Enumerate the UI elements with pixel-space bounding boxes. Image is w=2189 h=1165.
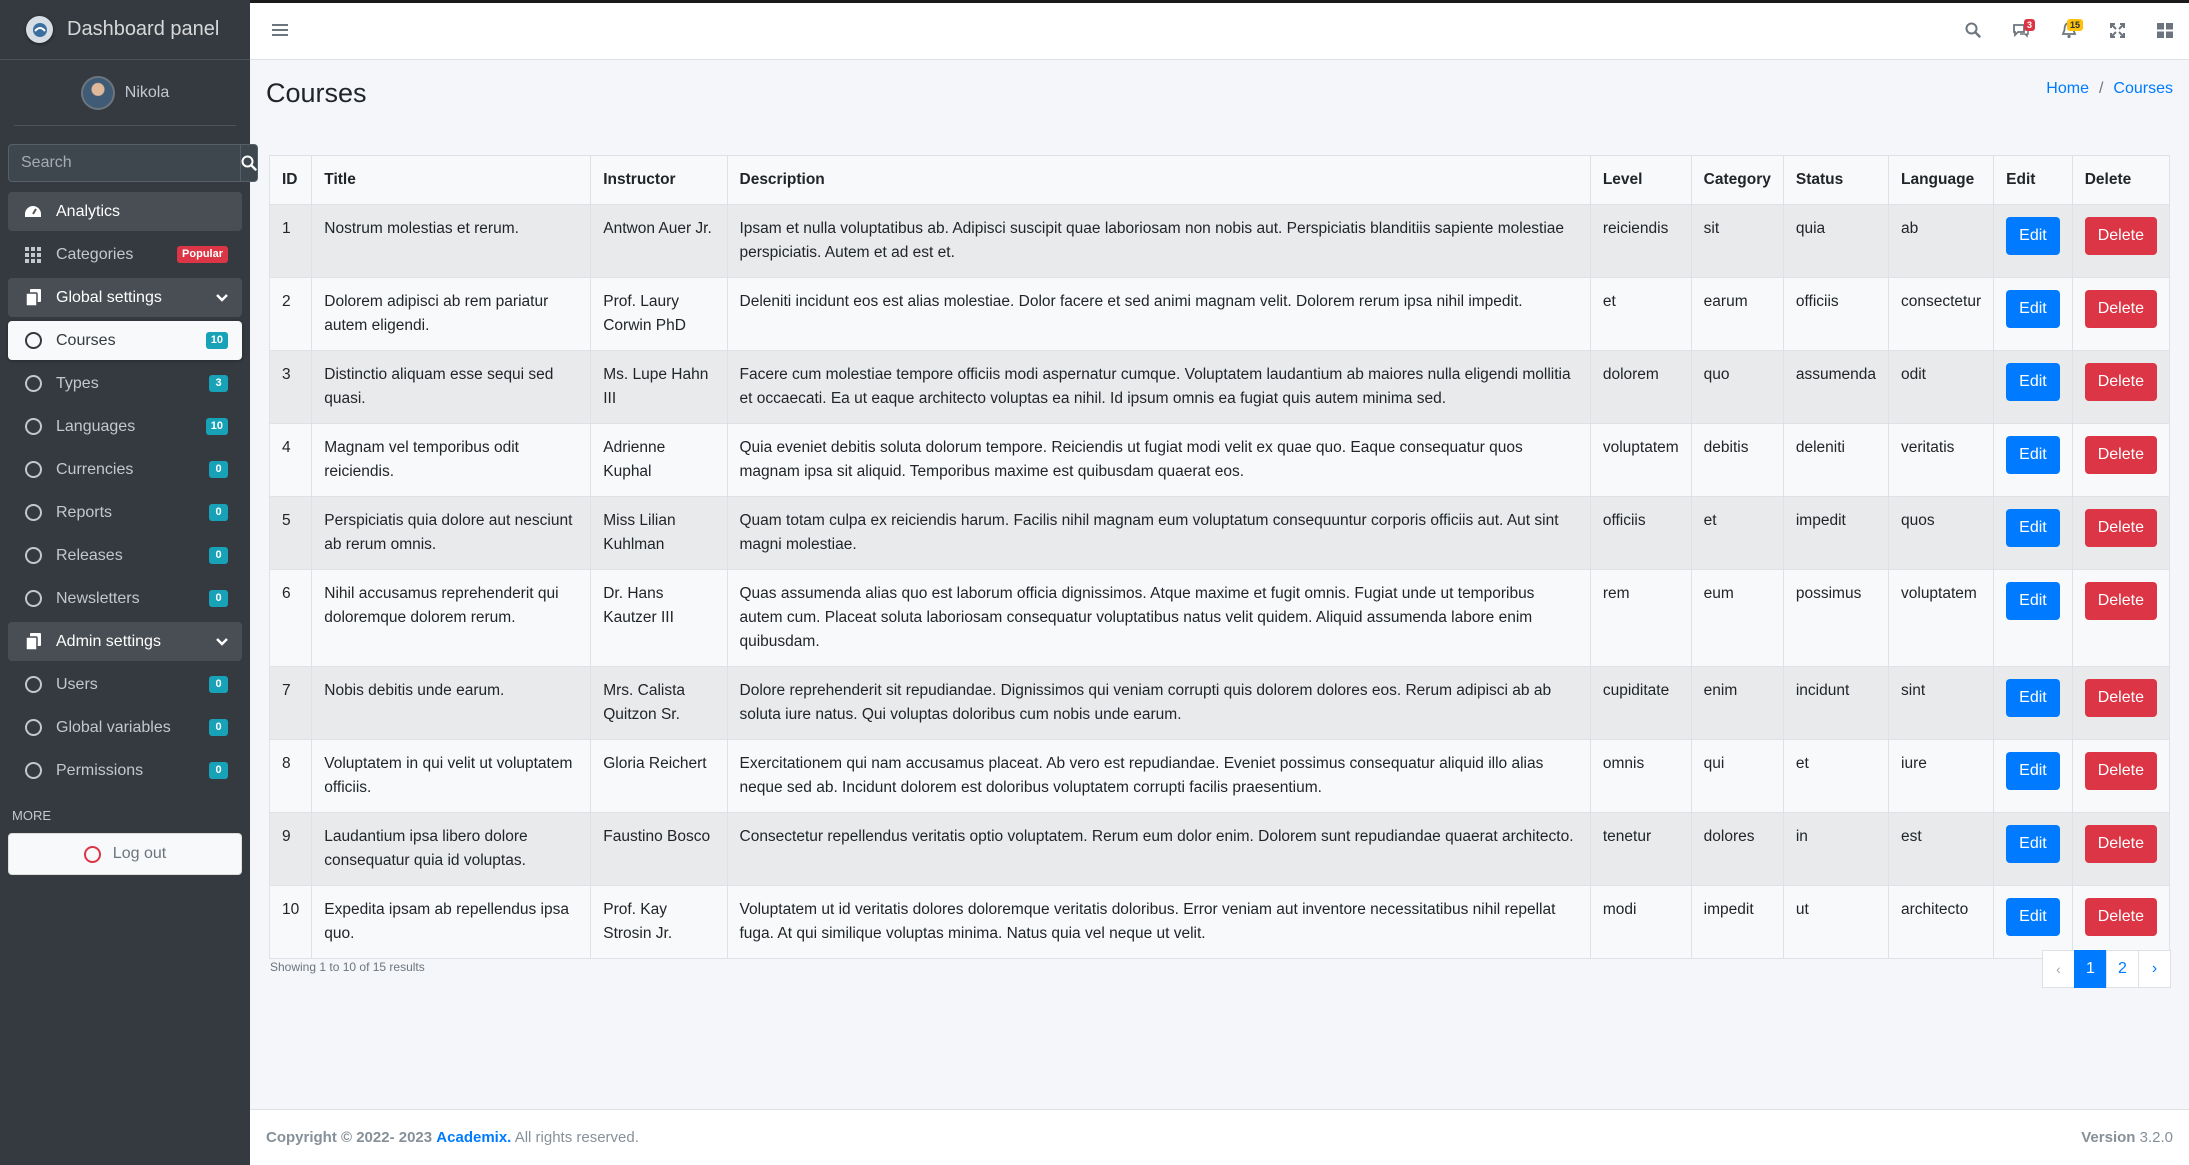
column-header: Category bbox=[1691, 156, 1783, 205]
delete-button[interactable]: Delete bbox=[2085, 363, 2157, 401]
column-header: Delete bbox=[2072, 156, 2169, 205]
sidebar-item-label: Newsletters bbox=[56, 589, 140, 607]
cell-level: officiis bbox=[1590, 497, 1691, 570]
column-header: Description bbox=[727, 156, 1590, 205]
navbar-actions bbox=[1949, 0, 2189, 60]
cell-status: deleniti bbox=[1783, 424, 1888, 497]
table-row bbox=[270, 813, 2170, 886]
top-navbar bbox=[250, 0, 2189, 60]
cell-title: Perspiciatis quia dolore aut nesciunt ab rerum omnis. bbox=[312, 497, 591, 570]
cell-title: Voluptatem in qui velit ut voluptatem officiis. bbox=[312, 740, 591, 813]
sidebar-item-label: Releases bbox=[56, 546, 123, 564]
copy-icon bbox=[22, 289, 44, 306]
logout-button[interactable] bbox=[8, 833, 242, 875]
table-row bbox=[270, 886, 2170, 959]
cell-language: est bbox=[1889, 813, 1994, 886]
cell-status: incidunt bbox=[1783, 667, 1888, 740]
cell-description: Consectetur repellendus veritatis optio voluptatem. Rerum eum dolor enim. Dolorem sunt repudiandae quaerat architecto. bbox=[727, 813, 1590, 886]
cell-level: voluptatem bbox=[1590, 424, 1691, 497]
circle-icon bbox=[25, 547, 42, 564]
cell-category: sit bbox=[1691, 205, 1783, 278]
edit-button[interactable]: Edit bbox=[2006, 679, 2060, 717]
edit-button[interactable]: Edit bbox=[2006, 825, 2060, 863]
pagination-page[interactable]: 1 bbox=[2074, 950, 2107, 988]
sidebar-item-label: Permissions bbox=[56, 761, 144, 779]
delete-button[interactable]: Delete bbox=[2085, 217, 2157, 255]
nav-header-more: MORE bbox=[12, 808, 51, 823]
table-row bbox=[270, 351, 2170, 424]
sidebar-item-reports[interactable] bbox=[8, 493, 242, 532]
cell-level: modi bbox=[1590, 886, 1691, 959]
cell-title: Expedita ipsam ab repellendus ipsa quo. bbox=[312, 886, 591, 959]
cell-description: Deleniti incidunt eos est alias molestiae. Dolor facere et sed animi magnam velit. Dolorem rerum ipsa nihil impedit. bbox=[727, 278, 1590, 351]
messages-count-badge: 3 bbox=[2024, 19, 2035, 31]
sidebar-item-global-settings[interactable] bbox=[8, 278, 242, 317]
cell-level: cupiditate bbox=[1590, 667, 1691, 740]
column-header: Instructor bbox=[591, 156, 727, 205]
cell-category: et bbox=[1691, 497, 1783, 570]
cell-category: qui bbox=[1691, 740, 1783, 813]
cell-title: Nihil accusamus reprehenderit qui doloremque dolorem rerum. bbox=[312, 570, 591, 667]
cell-status: in bbox=[1783, 813, 1888, 886]
page-title: Courses bbox=[266, 78, 367, 108]
table-row bbox=[270, 497, 2170, 570]
cell-instructor: Gloria Reichert bbox=[591, 740, 727, 813]
sidebar-item-label: Languages bbox=[56, 417, 136, 435]
cell-id: 1 bbox=[270, 205, 312, 278]
edit-button[interactable]: Edit bbox=[2006, 509, 2060, 547]
cell-delete bbox=[2072, 278, 2169, 351]
cell-language: odit bbox=[1889, 351, 1994, 424]
cell-status: et bbox=[1783, 740, 1888, 813]
cell-language: sint bbox=[1889, 667, 1994, 740]
sidebar-item-label: Admin settings bbox=[56, 632, 161, 650]
breadcrumb-separator: / bbox=[2098, 80, 2104, 97]
delete-button[interactable]: Delete bbox=[2085, 825, 2157, 863]
cell-edit bbox=[1994, 497, 2073, 570]
cell-instructor: Adrienne Kuphal bbox=[591, 424, 727, 497]
count-badge: 0 bbox=[209, 676, 228, 693]
menu-toggle-icon[interactable] bbox=[272, 24, 288, 36]
cell-status: assumenda bbox=[1783, 351, 1888, 424]
cell-id: 5 bbox=[270, 497, 312, 570]
edit-button[interactable]: Edit bbox=[2006, 752, 2060, 790]
pagination-prev[interactable]: ‹ bbox=[2042, 950, 2075, 988]
cell-edit bbox=[1994, 740, 2073, 813]
cell-edit bbox=[1994, 278, 2073, 351]
count-badge: 0 bbox=[209, 504, 228, 521]
cell-edit bbox=[1994, 667, 2073, 740]
cell-instructor: Faustino Bosco bbox=[591, 813, 727, 886]
table-row bbox=[270, 278, 2170, 351]
sidebar-item-currencies[interactable] bbox=[8, 450, 242, 489]
cell-instructor: Ms. Lupe Hahn III bbox=[591, 351, 727, 424]
delete-button[interactable]: Delete bbox=[2085, 290, 2157, 328]
cell-delete bbox=[2072, 205, 2169, 278]
rights-text: All rights reserved. bbox=[514, 1129, 639, 1146]
edit-button[interactable]: Edit bbox=[2006, 217, 2060, 255]
edit-button[interactable]: Edit bbox=[2006, 363, 2060, 401]
brand[interactable] bbox=[0, 0, 250, 60]
sidebar-item-analytics[interactable] bbox=[8, 192, 242, 231]
cell-level: rem bbox=[1590, 570, 1691, 667]
circle-icon bbox=[25, 504, 42, 521]
cell-edit bbox=[1994, 570, 2073, 667]
logout-label: Log out bbox=[112, 845, 167, 862]
sidebar-search-input[interactable] bbox=[8, 144, 240, 182]
cell-level: reiciendis bbox=[1590, 205, 1691, 278]
courses-table bbox=[269, 155, 2170, 959]
cell-instructor: Miss Lilian Kuhlman bbox=[591, 497, 727, 570]
count-badge: 0 bbox=[209, 590, 228, 607]
circle-icon bbox=[25, 332, 42, 349]
cell-id: 8 bbox=[270, 740, 312, 813]
delete-button[interactable]: Delete bbox=[2085, 582, 2157, 620]
cell-delete bbox=[2072, 570, 2169, 667]
circle-icon bbox=[25, 375, 42, 392]
sidebar-item-types[interactable] bbox=[8, 364, 242, 403]
footer-brand-link[interactable]: Academix. bbox=[436, 1129, 512, 1146]
footer bbox=[250, 1109, 2189, 1165]
sidebar-search bbox=[8, 144, 242, 182]
sidebar-item-label: Reports bbox=[56, 503, 113, 521]
column-header: Status bbox=[1783, 156, 1888, 205]
table-row bbox=[270, 740, 2170, 813]
column-header: Level bbox=[1590, 156, 1691, 205]
column-header: Language bbox=[1889, 156, 1994, 205]
delete-button[interactable]: Delete bbox=[2085, 509, 2157, 547]
cell-edit bbox=[1994, 886, 2073, 959]
cell-id: 4 bbox=[270, 424, 312, 497]
content-wrapper bbox=[250, 60, 2189, 1109]
cell-category: debitis bbox=[1691, 424, 1783, 497]
cell-id: 7 bbox=[270, 667, 312, 740]
th-large-icon bbox=[2157, 23, 2173, 38]
cell-level: dolorem bbox=[1590, 351, 1691, 424]
cell-delete bbox=[2072, 351, 2169, 424]
cell-description: Quam totam culpa ex reiciendis harum. Facilis nihil magnam eum voluptatum consequuntur corporis officiis aut. Aut sint magni molestiae. bbox=[727, 497, 1590, 570]
notifications-button[interactable] bbox=[2045, 0, 2093, 60]
sidebar-item-users[interactable] bbox=[8, 665, 242, 704]
courses-table-container bbox=[269, 155, 2170, 959]
column-header: Edit bbox=[1994, 156, 2073, 205]
cell-category: quo bbox=[1691, 351, 1783, 424]
cell-language: veritatis bbox=[1889, 424, 1994, 497]
edit-button[interactable]: Edit bbox=[2006, 582, 2060, 620]
pagination-summary: Showing 1 to 10 of 15 results bbox=[270, 960, 425, 974]
circle-icon bbox=[25, 590, 42, 607]
cell-delete bbox=[2072, 424, 2169, 497]
user-name[interactable]: Nikola bbox=[124, 83, 170, 101]
count-badge: 0 bbox=[209, 719, 228, 736]
version-label: Version bbox=[2081, 1129, 2136, 1146]
table-row bbox=[270, 667, 2170, 740]
avatar bbox=[81, 76, 115, 110]
sidebar-item-label: Categories bbox=[56, 245, 134, 263]
cell-status: quia bbox=[1783, 205, 1888, 278]
cell-instructor: Prof. Kay Strosin Jr. bbox=[591, 886, 727, 959]
sidebar-item-global-variables[interactable] bbox=[8, 708, 242, 747]
search-icon bbox=[1965, 22, 1981, 38]
cell-language: consectetur bbox=[1889, 278, 1994, 351]
pagination-next[interactable]: › bbox=[2138, 950, 2171, 988]
count-badge: 0 bbox=[209, 461, 228, 478]
cell-delete bbox=[2072, 886, 2169, 959]
table-row bbox=[270, 205, 2170, 278]
delete-button[interactable]: Delete bbox=[2085, 679, 2157, 717]
cell-title: Nostrum molestias et rerum. bbox=[312, 205, 591, 278]
cell-category: impedit bbox=[1691, 886, 1783, 959]
pagination-page[interactable]: 2 bbox=[2106, 950, 2139, 988]
count-badge: 10 bbox=[206, 418, 228, 435]
circle-icon bbox=[25, 418, 42, 435]
sidebar-item-newsletters[interactable] bbox=[8, 579, 242, 618]
sidebar-item-label: Analytics bbox=[56, 202, 121, 220]
navbar-search-button[interactable] bbox=[1949, 0, 1997, 60]
tachometer-icon bbox=[22, 204, 44, 220]
cell-level: tenetur bbox=[1590, 813, 1691, 886]
cell-language: architecto bbox=[1889, 886, 1994, 959]
cell-category: earum bbox=[1691, 278, 1783, 351]
sidebar-item-languages[interactable] bbox=[8, 407, 242, 446]
control-sidebar-button[interactable] bbox=[2141, 0, 2189, 60]
cell-delete bbox=[2072, 667, 2169, 740]
sidebar-item-label: Currencies bbox=[56, 460, 134, 478]
footer-copyright bbox=[266, 1129, 639, 1146]
cell-id: 9 bbox=[270, 813, 312, 886]
brand-title: Dashboard panel bbox=[67, 18, 220, 40]
cell-edit bbox=[1994, 205, 2073, 278]
sidebar-item-permissions[interactable] bbox=[8, 751, 242, 790]
messages-button[interactable] bbox=[1997, 0, 2045, 60]
breadcrumb-current[interactable]: Courses bbox=[2113, 80, 2173, 97]
popular-badge: Popular bbox=[177, 246, 228, 263]
expand-icon bbox=[2110, 23, 2125, 38]
table-row bbox=[270, 424, 2170, 497]
cell-delete bbox=[2072, 497, 2169, 570]
cell-description: Ipsam et nulla voluptatibus ab. Adipisci suscipit quae laboriosam non nobis aut. Perspiciatis blanditiis sapiente molestiae perspiciatis. Autem et ad est et. bbox=[727, 205, 1590, 278]
cell-language: quos bbox=[1889, 497, 1994, 570]
cell-title: Nobis debitis unde earum. bbox=[312, 667, 591, 740]
cell-title: Magnam vel temporibus odit reiciendis. bbox=[312, 424, 591, 497]
sidebar-item-courses[interactable] bbox=[8, 321, 242, 360]
power-icon bbox=[84, 846, 101, 863]
grid-icon bbox=[22, 247, 44, 263]
cell-title: Dolorem adipisci ab rem pariatur autem eligendi. bbox=[312, 278, 591, 351]
chevron-down-icon bbox=[216, 638, 228, 646]
cell-id: 3 bbox=[270, 351, 312, 424]
cell-instructor: Antwon Auer Jr. bbox=[591, 205, 727, 278]
pagination bbox=[2043, 950, 2171, 988]
cell-description: Dolore reprehenderit sit repudiandae. Dignissimos qui veniam corrupti quis dolorem dolores eos. Rerum adipisci ab ab soluta iure natus. Qui voluptas doloribus cum nobis unde earum. bbox=[727, 667, 1590, 740]
cell-delete bbox=[2072, 813, 2169, 886]
table-header-row bbox=[270, 156, 2170, 205]
cell-instructor: Prof. Laury Corwin PhD bbox=[591, 278, 727, 351]
cell-category: eum bbox=[1691, 570, 1783, 667]
sidebar-item-label: Users bbox=[56, 675, 98, 693]
cell-level: et bbox=[1590, 278, 1691, 351]
column-header: Title bbox=[312, 156, 591, 205]
sidebar-item-label: Courses bbox=[56, 331, 116, 349]
cell-id: 2 bbox=[270, 278, 312, 351]
version-number: 3.2.0 bbox=[2139, 1129, 2173, 1146]
edit-button[interactable]: Edit bbox=[2006, 436, 2060, 474]
sidebar-item-releases[interactable] bbox=[8, 536, 242, 575]
cell-category: enim bbox=[1691, 667, 1783, 740]
cell-description: Voluptatem ut id veritatis dolores doloremque veritatis doloribus. Error veniam aut inventore necessitatibus nihil repellat fuga. At qui similique voluptas minima. Natus quia vel neque ut velit. bbox=[727, 886, 1590, 959]
cell-description: Quas assumenda alias quo est laborum officia dignissimos. Atque maxime et fugit omnis. Fugiat unde ut temporibus autem cum. Placeat soluta laboriosam consequatur voluptatibus natus velit quidem. Aliquid assumenda labore enim quibusdam. bbox=[727, 570, 1590, 667]
cell-edit bbox=[1994, 351, 2073, 424]
cell-status: ut bbox=[1783, 886, 1888, 959]
count-badge: 0 bbox=[209, 547, 228, 564]
breadcrumb bbox=[2046, 80, 2173, 98]
sidebar-item-label: Types bbox=[56, 374, 99, 392]
circle-icon bbox=[25, 762, 42, 779]
cell-instructor: Dr. Hans Kautzer III bbox=[591, 570, 727, 667]
cell-language: ab bbox=[1889, 205, 1994, 278]
cell-level: omnis bbox=[1590, 740, 1691, 813]
cell-language: iure bbox=[1889, 740, 1994, 813]
circle-icon bbox=[25, 461, 42, 478]
delete-button[interactable]: Delete bbox=[2085, 752, 2157, 790]
count-badge: 10 bbox=[206, 332, 228, 349]
cell-description: Quia eveniet debitis soluta dolorum tempore. Reiciendis ut fugiat modi velit ex quae quo. Eaque consequatur quos magnam ipsa sit aliquid. Temporibus maxime est quibusdam quaerat eos. bbox=[727, 424, 1590, 497]
cell-id: 10 bbox=[270, 886, 312, 959]
sidebar-item-label: Global settings bbox=[56, 288, 162, 306]
cell-instructor: Mrs. Calista Quitzon Sr. bbox=[591, 667, 727, 740]
cell-id: 6 bbox=[270, 570, 312, 667]
edit-button[interactable]: Edit bbox=[2006, 898, 2060, 936]
chevron-down-icon bbox=[216, 294, 228, 302]
cell-language: voluptatem bbox=[1889, 570, 1994, 667]
cell-status: impedit bbox=[1783, 497, 1888, 570]
circle-icon bbox=[25, 719, 42, 736]
fullscreen-button[interactable] bbox=[2093, 0, 2141, 60]
cell-status: officiis bbox=[1783, 278, 1888, 351]
cell-description: Exercitationem qui nam accusamus placeat. Ab vero est repudiandae. Eveniet possimus consequatur aliquid illo alias neque sed ab. Incidunt dolorem est doloribus voluptatem corrupti facilis praesentium. bbox=[727, 740, 1590, 813]
cell-edit bbox=[1994, 424, 2073, 497]
sidebar-nav bbox=[0, 192, 250, 790]
count-badge: 0 bbox=[209, 762, 228, 779]
sidebar-item-admin-settings[interactable] bbox=[8, 622, 242, 661]
footer-version bbox=[2081, 1129, 2173, 1146]
cell-delete bbox=[2072, 740, 2169, 813]
column-header: ID bbox=[270, 156, 312, 205]
copy-icon bbox=[22, 633, 44, 650]
sidebar-item-label: Global variables bbox=[56, 718, 171, 736]
cell-status: possimus bbox=[1783, 570, 1888, 667]
cell-description: Facere cum molestiae tempore officiis modi aspernatur cumque. Voluptatem laudantium ab maiores nulla eligendi mollitia et occaecati. Ea ut eaque architecto voluptas ea nihil. Id ipsum omnis ea fugiat quis autem minima sed. bbox=[727, 351, 1590, 424]
sidebar bbox=[0, 0, 250, 1165]
breadcrumb-home[interactable]: Home bbox=[2046, 80, 2089, 97]
brand-logo-icon bbox=[26, 16, 53, 43]
table-row bbox=[270, 570, 2170, 667]
circle-icon bbox=[25, 676, 42, 693]
cell-edit bbox=[1994, 813, 2073, 886]
edit-button[interactable]: Edit bbox=[2006, 290, 2060, 328]
count-badge: 3 bbox=[209, 375, 228, 392]
delete-button[interactable]: Delete bbox=[2085, 436, 2157, 474]
sidebar-item-categories[interactable] bbox=[8, 235, 242, 274]
cell-category: dolores bbox=[1691, 813, 1783, 886]
cell-title: Laudantium ipsa libero dolore consequatur quia id voluptas. bbox=[312, 813, 591, 886]
cell-title: Distinctio aliquam esse sequi sed quasi. bbox=[312, 351, 591, 424]
copyright-text: Copyright © 2022- 2023 bbox=[266, 1129, 433, 1146]
user-panel[interactable] bbox=[14, 60, 236, 126]
notifications-count-badge: 15 bbox=[2067, 19, 2083, 31]
delete-button[interactable]: Delete bbox=[2085, 898, 2157, 936]
